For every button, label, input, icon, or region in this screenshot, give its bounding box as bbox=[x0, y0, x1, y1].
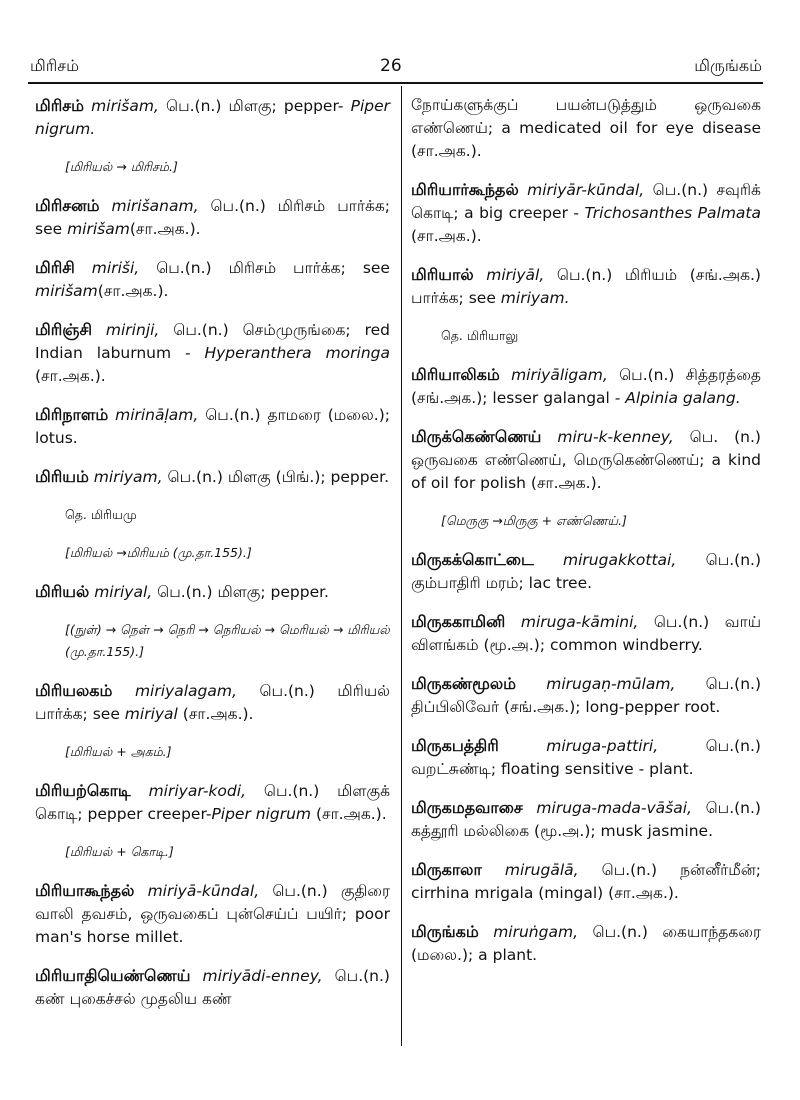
entry-transliteration: miruga-pattiri, bbox=[546, 737, 659, 755]
entry-headword: மிருங்கம் bbox=[411, 922, 479, 941]
entry-headword: மிரியாகூந்தல் bbox=[35, 881, 135, 900]
entry-transliteration: miriyal, bbox=[94, 583, 153, 601]
dictionary-entry bbox=[411, 610, 761, 657]
entry-source: (சா.அக.). bbox=[177, 705, 254, 723]
entry-scientific-name: Trichosanthes Palmata bbox=[584, 204, 761, 222]
left-column bbox=[35, 94, 390, 1026]
dictionary-entry bbox=[411, 858, 761, 905]
header-left-guide-word: மிரிசம் bbox=[30, 56, 79, 75]
cognate-text: தெ. மிரியமு bbox=[65, 507, 137, 522]
entry-transliteration: miriyar-kodi, bbox=[148, 782, 246, 800]
entry-etymology bbox=[441, 510, 761, 532]
entry-scientific-name: Piper nigrum bbox=[211, 805, 312, 823]
dictionary-entry bbox=[411, 263, 761, 310]
entry-headword: மிரிஞ்சி bbox=[35, 320, 92, 339]
entry-headword: மிரியாலிகம் bbox=[411, 365, 500, 384]
entry-transliteration: mirišam, bbox=[91, 97, 159, 115]
entry-headword: மிருகபத்திரி bbox=[411, 736, 499, 755]
dictionary-entry bbox=[35, 256, 390, 303]
entry-definition: பெ.(n.) குதிரை வாலி தவசம், ஒருவகைப் புன்செய்ப் பயிர்; poor man's horse millet. bbox=[35, 882, 390, 946]
dictionary-entry bbox=[35, 964, 390, 1011]
entry-definition: பெ.(n.) திப்பிலிவேர் (சங்.அக.); long-pepper root. bbox=[411, 675, 761, 716]
entry-transliteration: mirināḷam, bbox=[115, 406, 199, 424]
dictionary-entry bbox=[411, 363, 761, 410]
page-number: 26 bbox=[380, 56, 402, 76]
column-divider bbox=[401, 86, 402, 1046]
entry-definition: பெ.(n.) சவுரிக் கொடி; a big creeper - bbox=[411, 181, 761, 222]
entry-headword: மிரியல் bbox=[35, 582, 90, 601]
header-right-guide-word: மிருங்கம் bbox=[694, 56, 762, 75]
entry-headword: மிரிசம் bbox=[35, 96, 84, 115]
entry-transliteration: mirišanam, bbox=[111, 197, 199, 215]
entry-scientific-name: mirišam bbox=[67, 220, 130, 238]
etymology-text: [மிரியல் + கொடி.] bbox=[65, 844, 174, 859]
entry-scientific-name: mirišam bbox=[35, 282, 98, 300]
continuation-text: நோய்களுக்குப் பயன்படுத்தும் ஒருவகை எண்ணெய்; a medicated oil for eye disease (சா.அக.). bbox=[411, 96, 761, 160]
dictionary-entry bbox=[411, 178, 761, 248]
entry-headword: மிருக்கெண்ணெய் bbox=[411, 427, 542, 446]
entry-definition: பெ.(n.) கண் புகைச்சல் முதலிய கண் bbox=[35, 967, 390, 1008]
entry-scientific-name: Alpinia galang. bbox=[625, 389, 741, 407]
entry-scientific-name: miriyam. bbox=[500, 289, 570, 307]
entry-definition: பெ.(n.) மிளகு; pepper. bbox=[157, 583, 329, 601]
entry-transliteration: mirugakkottai, bbox=[563, 551, 677, 569]
entry-transliteration: mirugaṇ-mūlam, bbox=[546, 675, 676, 693]
entry-headword: மிரியற்கொடி bbox=[35, 781, 131, 800]
entry-source: (சா.அக.). bbox=[97, 282, 169, 300]
entry-scientific-name: Hyperanthera moringa bbox=[204, 344, 390, 362]
etymology-text: [மிரியல் →மிரியம் (மு.தா.155).] bbox=[65, 545, 252, 560]
entry-transliteration: miriyādi-enney, bbox=[202, 967, 323, 985]
dictionary-entry bbox=[411, 920, 761, 967]
entry-transliteration: miruṅgam, bbox=[493, 923, 578, 941]
entry-headword: மிரியார்கூந்தல் bbox=[411, 180, 519, 199]
entry-transliteration: miriyam, bbox=[93, 468, 163, 486]
entry-definition: பெ.(n.) சித்தரத்தை (சங்.அக.); lesser galangal - bbox=[411, 366, 761, 407]
dictionary-entry bbox=[35, 194, 390, 241]
entry-transliteration: miruga-mada-vāšai, bbox=[536, 799, 692, 817]
dictionary-entry bbox=[411, 734, 761, 781]
dictionary-entry bbox=[35, 318, 390, 388]
dictionary-entry bbox=[35, 465, 390, 489]
entry-headword: மிருகண்மூலம் bbox=[411, 674, 517, 693]
entry-source: (சா.அக.). bbox=[311, 805, 387, 823]
entry-etymology bbox=[65, 156, 390, 178]
entry-etymology bbox=[65, 542, 390, 564]
entry-cognate bbox=[65, 504, 390, 526]
entry-transliteration: miriyāl, bbox=[486, 266, 545, 284]
entry-definition: பெ.(n.) நன்னீர்மீன்; cirrhina mrigala (mingal) (சா.அக.). bbox=[411, 861, 761, 902]
entry-headword: மிரிநாளம் bbox=[35, 405, 109, 424]
entry-headword: மிரியம் bbox=[35, 467, 89, 486]
page-header bbox=[0, 0, 800, 80]
etymology-text: [மிரியல் + அகம்.] bbox=[65, 744, 172, 759]
dictionary-entry bbox=[411, 672, 761, 719]
header-rule bbox=[28, 82, 763, 84]
entry-transliteration: miriyār-kūndal, bbox=[527, 181, 645, 199]
etymology-text: [(நுள்) → நெள் → நெரி → நெரியல் → மெரியல் → மிரியல் (மு.தா.155).] bbox=[65, 622, 390, 659]
entry-transliteration: miriyalagam, bbox=[134, 682, 237, 700]
entry-definition: பெ.(n.) செம்முருங்கை; red Indian laburnum - bbox=[35, 321, 390, 362]
entry-definition: பெ.(n.) தாமரை (மலை.); lotus. bbox=[35, 406, 390, 447]
entry-definition: பெ.(n.) மிரிசம் பார்க்க; see bbox=[156, 259, 390, 277]
entry-headword: மிரியாதியெண்ணெய் bbox=[35, 966, 191, 985]
entry-continuation bbox=[411, 94, 761, 163]
entry-scientific-name: miriyal bbox=[124, 705, 178, 723]
entry-definition: பெ.(n.) மிளகுக் கொடி; pepper creeper- bbox=[35, 782, 390, 823]
dictionary-entry bbox=[35, 94, 390, 141]
entry-definition: பெ.(n.) மிரியல் பார்க்க; see bbox=[35, 682, 390, 723]
cognate-text: தெ. மிரியாலு bbox=[441, 328, 519, 343]
entry-definition: பெ.(n.) வறட்சுண்டி; floating sensitive - plant. bbox=[411, 737, 761, 778]
entry-transliteration: miriyā-kūndal, bbox=[147, 882, 260, 900]
dictionary-entry bbox=[35, 779, 390, 826]
right-column bbox=[411, 94, 761, 982]
entry-definition: பெ.(n.) மிளகு; pepper- bbox=[166, 97, 351, 115]
dictionary-entry bbox=[35, 679, 390, 726]
entry-etymology bbox=[65, 619, 390, 663]
entry-definition: பெ.(n.) மிளகு (பிங்.); pepper. bbox=[167, 468, 390, 486]
dictionary-entry bbox=[35, 879, 390, 949]
entry-definition: பெ.(n.) மிரியம் (சங்.அக.) பார்க்க; see bbox=[411, 266, 761, 307]
entry-transliteration: miriši, bbox=[91, 259, 140, 277]
entry-headword: மிரிசி bbox=[35, 258, 75, 277]
entry-source: (சா.அக.). bbox=[129, 220, 201, 238]
entry-source: (சா.அக.). bbox=[35, 367, 106, 385]
dictionary-entry bbox=[35, 403, 390, 450]
entry-scientific-name: Piper nigrum. bbox=[35, 97, 390, 138]
etymology-text: [மிரியல் → மிரிசம்.] bbox=[65, 159, 178, 174]
entry-definition: பெ.(n.) கும்பாதிரி மரம்; lac tree. bbox=[411, 551, 761, 592]
entry-transliteration: miriyāligam, bbox=[511, 366, 608, 384]
entry-headword: மிருகாலா bbox=[411, 860, 482, 879]
dictionary-entry bbox=[411, 425, 761, 495]
entry-definition: பெ.(n.) கத்தூரி மல்லிகை (மூ.அ.); musk jasmine. bbox=[411, 799, 761, 840]
etymology-text: [மெருகு →மிருகு + எண்ணெய்.] bbox=[441, 513, 627, 528]
entry-transliteration: miru-k-kenney, bbox=[557, 428, 674, 446]
entry-headword: மிரிசனம் bbox=[35, 196, 100, 215]
entry-headword: மிரியலகம் bbox=[35, 681, 113, 700]
entry-cognate bbox=[441, 325, 761, 347]
dictionary-entry bbox=[411, 548, 761, 595]
entry-headword: மிருகக்கொட்டை bbox=[411, 550, 534, 569]
dictionary-entry bbox=[35, 580, 390, 604]
entry-definition: பெ.(n.) மிரிசம் பார்க்க; see bbox=[35, 197, 390, 238]
dictionary-entry bbox=[411, 796, 761, 843]
entry-headword: மிரியால் bbox=[411, 265, 474, 284]
entry-etymology bbox=[65, 841, 390, 863]
entry-transliteration: mirinji, bbox=[105, 321, 160, 339]
entry-source: (சா.அக.). bbox=[411, 227, 482, 245]
entry-definition: பெ.(n.) கையாந்தகரை (மலை.); a plant. bbox=[411, 923, 761, 964]
entry-definition: பெ. (n.) ஒருவகை எண்ணெய், மெருகெண்ணெய்; a kind of oil for polish (சா.அக.). bbox=[411, 428, 761, 492]
entry-headword: மிருககாமினி bbox=[411, 612, 506, 631]
entry-transliteration: mirugālā, bbox=[504, 861, 579, 879]
entry-definition: பெ.(n.) வாய் விளங்கம் (மூ.அ.); common windberry. bbox=[411, 613, 761, 654]
entry-headword: மிருகமதவாசை bbox=[411, 798, 523, 817]
entry-etymology bbox=[65, 741, 390, 763]
entry-transliteration: miruga-kāmini, bbox=[520, 613, 639, 631]
